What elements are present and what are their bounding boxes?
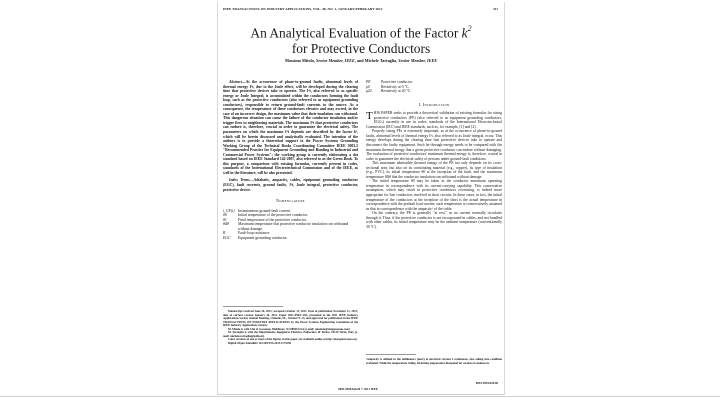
intro-paragraph: This maximum admissible thermal energy of the PE not only depends on its cross-sectional area, but also on its constituting material (e.g., copper), its type of insulation (e.g., PVC), its initial temperature θ0 at the inception of the fault, and the maximum temperature θΔθ that the conductor insulation can withstand without damage. bbox=[366, 161, 502, 179]
index-terms bbox=[223, 178, 358, 192]
author-1-role: Senior Member, IEEE bbox=[316, 58, 355, 63]
nomenclature-heading: Nomenclature bbox=[276, 198, 305, 204]
nomenclature-definition: Instantaneous ground-fault current. bbox=[238, 208, 291, 213]
nomenclature-symbol: ρ0 bbox=[366, 84, 370, 89]
author-1: Massimo Mitolo, bbox=[284, 58, 317, 63]
intro-paragraph: On the contrary, the PE is generally "at rest," as no current normally circulates through it. Thus, if the protective conductor is not incorporated in cables, and not bundled with other cables, its initial temperature may be the ambient temperature (conventionally 30 °C). bbox=[366, 211, 502, 229]
intro-paragraph: The initial temperature θ0 may be taken as the conductor maximum operating temperature in correspondence with its current-carrying capability. This conservative assumption, which may result in protective conductors oversizing, is indeed more appropriate for line conductors involved in short circuits. In these cases, in fact, the initial temperature of the conductors at the inception of the short is the actual temperature in correspondence with the prefault load current; such temperature is conservatively assumed as that in correspondence with the ampacity¹ of the cable. bbox=[366, 179, 502, 211]
nomenclature-symbol: θ1 bbox=[223, 217, 227, 222]
abstract-label: Abstract bbox=[229, 80, 242, 84]
title-k: k bbox=[461, 25, 468, 41]
nomenclature-definition: Resistivity at 0 °C. bbox=[381, 84, 410, 89]
journal-header: IEEE TRANSACTIONS ON INDUSTRY APPLICATIONS, VOL. 48, NO. 1, JANUARY/FEBRUARY 2012 bbox=[223, 7, 383, 11]
abstract-text: —At the occurrence of phase-to-ground faults, abnormal levels of thermal energy I²t, due to the Joule effect, will be developed during the clearing time that protective devices take to operate. The I²t, also referred to as specific energy or Joule Integral, is accumulated within the conductors forming the fault loop, such as the protective conductors (also referred to as equipment grounding conductors), responsible to return ground-fault currents to the source. As a consequence, the temperature of these conductors elevates and may exceed, in the case of an incorrect design, the maximum value that their insulation can withstand. This dangerous situation can cause the failure of the conductor insulation and/or trigger fires in neighboring materials. The maximum I²t that protective conductors can endure is, therefore, crucial in order to guarantee the electrical safety. The parameters on which the maximum I²t depends are described by the factor k², which will be herein discussed and analytically evaluated. The intention of the authors is to provide a theoretical support to the Power Systems Grounding Working Group of the Technical Books Coordinating Committee IEEE 3003.2 "Recommended Practice for Equipment Grounding and Bonding in Industrial and Commercial Power Systems"; the working group is currently elaborating a dot standard based on IEEE Standard 142-2007, also referred to as the Green Book. To this purpose, a comparison with existing formulas, currently present in codes, standards of the International Electrotechnical Commission and of the IEEE, as well in the literature, will be also presented. bbox=[223, 80, 358, 175]
intro-paragraph bbox=[366, 111, 502, 129]
nomenclature-list bbox=[223, 209, 358, 241]
section-heading-introduction: I. Introduction bbox=[418, 101, 450, 107]
nomenclature-definition: Fault-loop resistance. bbox=[238, 231, 271, 236]
intro-paragraph: Properly sizing PEs is extremely important, as at the occurrence of phase-to-ground faults, abnormal levels of thermal energy I²t, also referred to as Joule integral, occur. This energy develops during the clearing time that protective devices take to operate and disconnect the faulty equipment. Such let-through energy needs to be compared with the maximum thermal energy that a given protective conductor can endure without damaging. The evaluation of protective conductors' maximum thermal energy is, therefore, crucial in order to guarantee the electrical safety of persons under ground-fault conditions. bbox=[366, 129, 502, 161]
nomenclature-symbol: i_GF(t) bbox=[223, 208, 235, 213]
nomenclature-symbol: θ0 bbox=[223, 213, 227, 218]
intro-paragraph-text: HIS PAPER seeks to provide a theoretical validation of existing formulas for sizing protective conductors (PE) (also referred to as equipment grounding conductors, EGCs) currently in use in codes, standards of the International Electrotechnical Commission (IEC) and IEEE standards, such as, for example, [1] and [2]. bbox=[366, 111, 502, 129]
running-head bbox=[223, 7, 498, 13]
index-terms-label: Index Terms bbox=[229, 178, 250, 183]
nomenclature-item bbox=[223, 222, 358, 231]
article-id: 0093-9994/$26.00 bbox=[475, 381, 498, 385]
nomenclature-item bbox=[366, 89, 502, 94]
nomenclature-definition: Final temperature of the protective conductor. bbox=[238, 217, 307, 222]
viewer-divider bbox=[0, 396, 720, 397]
paper-page bbox=[217, 2, 505, 395]
nomenclature-symbol: ρ20 bbox=[366, 89, 372, 94]
title-line-1: An Analytical Evaluation of the Factor bbox=[250, 25, 462, 41]
author-affiliation-2: M. Tartaglia is with the Dipartimento Ingegneria Elettrica, Politecnico di Torino, 10129 Turin, Italy (e-mail: michele.tartaglia@polito.it). bbox=[223, 330, 358, 338]
drop-cap: T bbox=[366, 109, 373, 122]
color-version-note: Color versions of one or more of the figures in this paper are available online at http://ieeexplore.ieee.org. bbox=[228, 337, 358, 341]
footnote-rule bbox=[223, 306, 283, 307]
ampacity-footnote: ¹Ampacity is defined in the millimeters (mm²) of electrical current I continuous, also taking into condition evaluated. While the temperature riding. Ill during temperature dissipated for section of conductors. bbox=[366, 357, 502, 365]
author-conjunction: , and Michele Tartaglia, bbox=[354, 58, 399, 63]
copyright-line: 0093-9994/$26.00 © 2011 IEEE bbox=[338, 387, 378, 391]
footnote-rule-right bbox=[366, 354, 416, 355]
manuscript-note: Manuscript received June 26, 2011; accepted October 13, 2011. Date of publication November 11, 2011; date of current version January 20, 2012. Paper 2011-PSEC-203, presented at the 2011 IEEE Industry Applications Society Annual Meeting, Orlando, FL, October 9–13, and approved for publication in the IEEE TRANSACTIONS ON INDUSTRY APPLICATIONS by the Power Systems Engineering Committee of the IEEE Industry Applications Society. bbox=[223, 309, 358, 327]
nomenclature-definition: Initial temperature of the protective conductor. bbox=[238, 213, 308, 218]
nomenclature-symbol: EGC bbox=[223, 235, 231, 240]
page-number: 311 bbox=[492, 7, 498, 11]
nomenclature-symbol: R bbox=[223, 231, 226, 236]
nomenclature-definition: Resistivity at 20 °C. bbox=[381, 89, 412, 94]
author-2-role: Senior Member, IEEE bbox=[398, 58, 438, 63]
author-affiliation-1: M. Mitolo is with Chu & Gassman, Middlesex, NJ 08846 USA (e-mail: mmitolo@chugassman.com). bbox=[228, 326, 351, 331]
index-terms-text: —Adiabatic, ampacity, cables, equipment grounding conductor (EGC), fault currents, ground faults, I²t, Joule integral, protective conductor, protective device. bbox=[223, 178, 358, 192]
paper-title bbox=[218, 22, 504, 56]
abstract bbox=[223, 80, 358, 175]
nomenclature-definition: Equipment grounding conductor. bbox=[238, 235, 288, 240]
nomenclature-definition: Protective conductor. bbox=[381, 80, 413, 84]
nomenclature-list-continued bbox=[366, 80, 502, 94]
nomenclature-item bbox=[223, 236, 358, 241]
author-list bbox=[218, 58, 504, 63]
title-line-2: for Protective Conductors bbox=[291, 40, 431, 56]
doi-note: Digital Object Identifier 10.1109/TIA.2011.2175358 bbox=[228, 340, 291, 345]
left-column bbox=[223, 80, 358, 241]
left-footnotes bbox=[223, 310, 358, 345]
nomenclature-symbol: PE bbox=[366, 80, 371, 84]
title-exponent: 2 bbox=[467, 24, 472, 33]
nomenclature-definition: Maximum temperature that protective conductor insulation can withstand without damage. bbox=[238, 222, 349, 231]
nomenclature-symbol: θΔθ bbox=[223, 222, 229, 227]
right-column bbox=[366, 80, 502, 229]
